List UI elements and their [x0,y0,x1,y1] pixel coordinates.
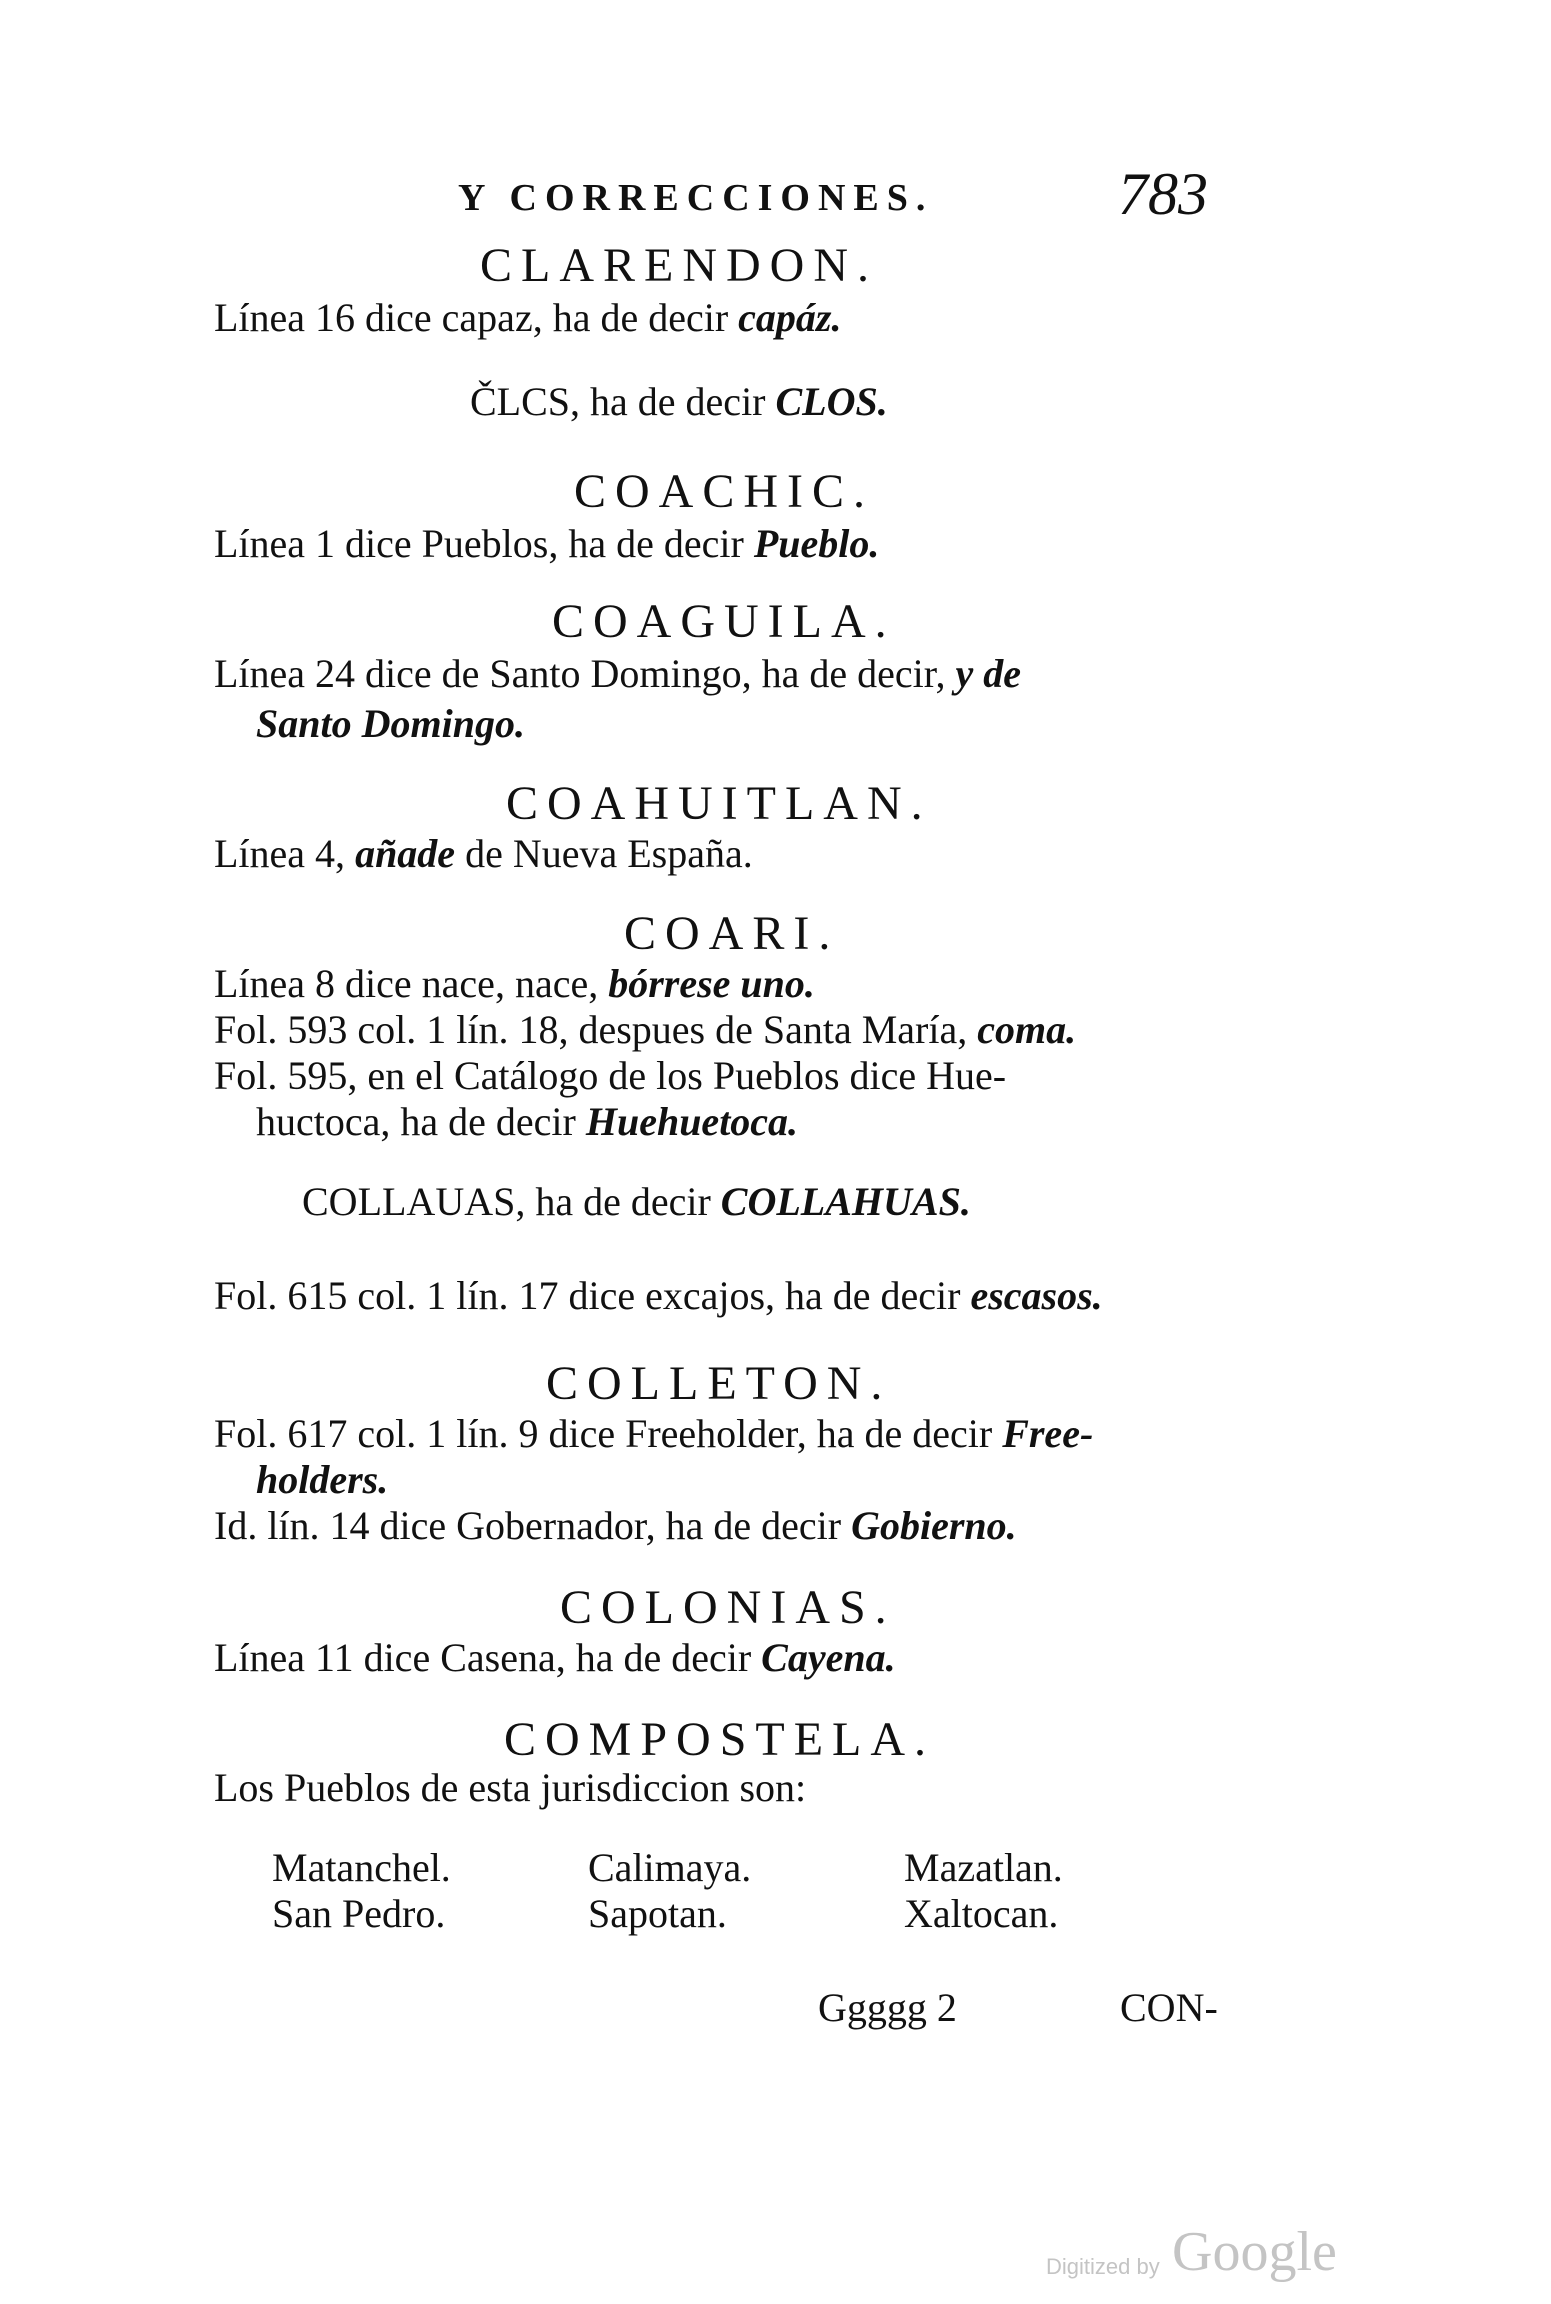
entry-line: Fol. 617 col. 1 lín. 9 dice Freeholder, ha de decir Free- [214,1411,1094,1456]
pueblo-item: Sapotan. [588,1891,727,1936]
entry-line-collauas: COLLAUAS, ha de decir COLLAHUAS. [302,1179,971,1224]
entry-heading-coachic: COACHIC. [574,465,875,518]
entry-line: Santo Domingo. [256,701,525,746]
pueblo-item: San Pedro. [272,1891,446,1936]
entry-heading-coari: COARI. [624,907,840,960]
signature-mark: Ggggg 2 [818,1985,957,2030]
entry-heading-coahuitlan: COAHUITLAN. [506,777,932,830]
entry-heading-clarendon: CLARENDON. [480,239,878,292]
pueblo-item: Calimaya. [588,1845,752,1890]
watermark-google-logo: Google [1172,2221,1337,2283]
pueblo-item: Xaltocan. [904,1891,1059,1936]
entry-line: holders. [256,1457,389,1502]
entry-line: Línea 16 dice capaz, ha de decir capáz. [214,295,842,340]
entry-heading-coaguila: COAGUILA. [552,595,896,648]
entry-line: Línea 1 dice Pueblos, ha de decir Pueblo. [214,521,880,566]
entry-line: Los Pueblos de esta jurisdiccion son: [214,1765,807,1810]
watermark-digitized-by: Digitized by [1046,2254,1160,2279]
pueblo-item: Mazatlan. [904,1845,1063,1890]
entry-line: Línea 11 dice Casena, ha de decir Cayena. [214,1635,896,1680]
catchword: CON- [1120,1985,1218,2030]
entry-line-clcs: ČLCS, ha de decir CLOS. [470,379,888,424]
entry-heading-compostela: COMPOSTELA. [504,1713,936,1766]
entry-line: Línea 8 dice nace, nace, bórrese uno. [214,961,815,1006]
entry-heading-colleton: COLLETON. [546,1357,892,1410]
entry-heading-colonias: COLONIAS. [560,1581,896,1634]
entry-line: Línea 24 dice de Santo Domingo, ha de decir, y de [214,651,1022,696]
entry-line: Línea 4, añade de Nueva España. [214,831,753,876]
entry-line: Fol. 615 col. 1 lín. 17 dice excajos, ha de decir escasos. [214,1273,1103,1318]
entry-line: Fol. 595, en el Catálogo de los Pueblos dice Hue- [214,1053,1007,1098]
entry-line: huctoca, ha de decir Huehuetoca. [256,1099,799,1144]
pueblo-item: Matanchel. [272,1845,451,1890]
entry-line: Fol. 593 col. 1 lín. 18, despues de Santa María, coma. [214,1007,1077,1052]
running-head: Y CORRECCIONES. [458,177,934,219]
entry-line: Id. lín. 14 dice Gobernador, ha de decir Gobierno. [214,1503,1017,1548]
page-number: 783 [1118,161,1208,227]
